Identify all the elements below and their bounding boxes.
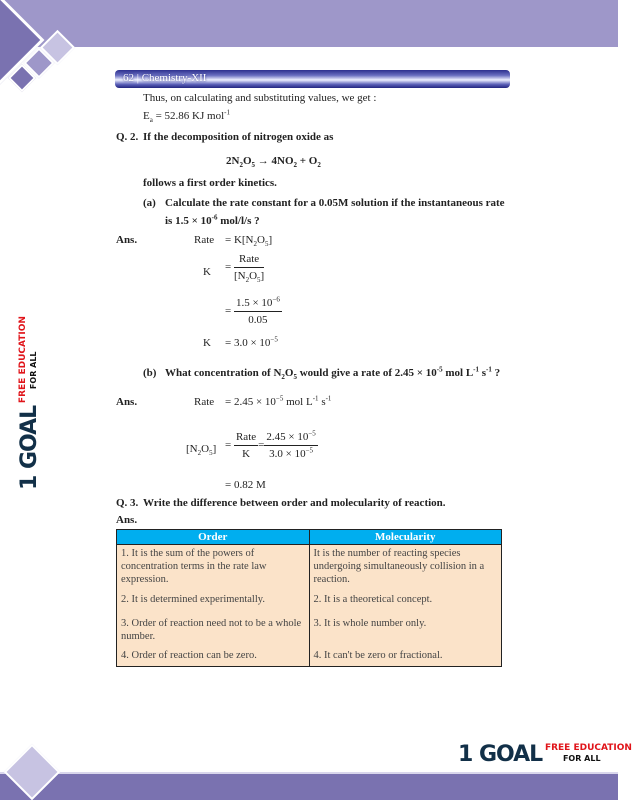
intro-line: Thus, on calculating and substituting values, we get : <box>143 92 377 104</box>
k-label: K <box>203 337 211 349</box>
part-b-text: What concentration of $N_2O_5$ would give a rate of $2.45 \times 10^{-5}$ mol $L^{-1}$ $s^{-1}$ ? <box>165 365 501 382</box>
ans-label: Ans. <box>116 514 138 526</box>
rate-value: = $2.45 \times 10^{-5}$ mol $L^{-1}$ $s^{-1}$ <box>225 394 332 408</box>
ans-label: Ans. <box>116 396 138 408</box>
table-cell: 3. It is whole number only. <box>309 615 502 647</box>
book-title: Chemistry-XII <box>141 72 207 84</box>
table-cell: 4. Order of reaction can be zero. <box>117 647 310 667</box>
reaction-equation: $2N_2O_5 \to 4NO_2 + O_2$ <box>226 155 321 170</box>
table-cell: 2. It is determined experimentally. <box>117 591 310 615</box>
page-number: 62 <box>123 72 134 84</box>
footer-logo: 1 GOAL FREE EDUCATION FOR ALL <box>458 742 632 767</box>
table-cell: 1. It is the sum of the powers of concentration terms in the rate law expression. <box>117 545 310 591</box>
k-value-fraction: = $\frac{1.5 \times 10^{-6}}{0.05}$ <box>225 295 280 326</box>
rate-label: Rate <box>194 234 215 246</box>
rate-law: = $K[N_2O_5]$ <box>225 234 273 249</box>
table-cell: 2. It is a theoretical concept. <box>309 591 502 615</box>
k-fraction: = $\frac{\text{Rate}}{[N_2O_5]}$ <box>225 253 265 285</box>
part-a-label: (a) <box>143 197 156 209</box>
q3-text: Write the difference between order and molecularity of reaction. <box>143 497 446 509</box>
activation-energy: $E_a = 52.86$ KJ mol$^{-1}$ <box>143 108 230 125</box>
q2-follows: follows a first order kinetics. <box>143 177 277 189</box>
part-b-label: (b) <box>143 367 157 379</box>
bottom-band <box>0 772 618 800</box>
concentration-result: = 0.82 M <box>225 479 266 491</box>
q2-text: If the decomposition of nitrogen oxide as <box>143 131 334 143</box>
ans-label: Ans. <box>116 234 138 246</box>
table-cell: 3. Order of reaction need not to be a whole number. <box>117 615 310 647</box>
q2-label: Q. 2. <box>116 131 139 143</box>
concentration-fraction: = $\frac{\text{Rate}}{K}$ = $\frac{2.45 \times 10^{-5}}{3.0 \times 10^{-5}}$ <box>225 429 316 460</box>
k-label: K <box>203 266 211 278</box>
col-header-order: Order <box>117 530 310 545</box>
comparison-table <box>116 529 502 667</box>
page-header-bar: 62 | Chemistry-XII <box>115 70 510 88</box>
k-result: = $3.0 \times 10^{-5}$ <box>225 335 278 349</box>
side-logo: 1 GOAL FREE EDUCATION FOR ALL <box>17 316 42 490</box>
table-cell: 4. It can't be zero or fractional. <box>309 647 502 667</box>
part-a-text: Calculate the rate constant for a 0.05M solution if the instantaneous rate <box>165 197 505 209</box>
part-a-text2: is $1.5 \times 10^{-6}$ mol/l/s ? <box>165 213 260 227</box>
table-cell: It is the number of reacting species undergoing simultaneously collision in a reaction. <box>309 545 502 591</box>
q3-label: Q. 3. <box>116 497 139 509</box>
top-band <box>0 0 618 47</box>
rate-label: Rate <box>194 396 215 408</box>
concentration-label: $[N_2O_5]$ <box>186 443 217 458</box>
col-header-molecularity: Molecularity <box>309 530 502 545</box>
